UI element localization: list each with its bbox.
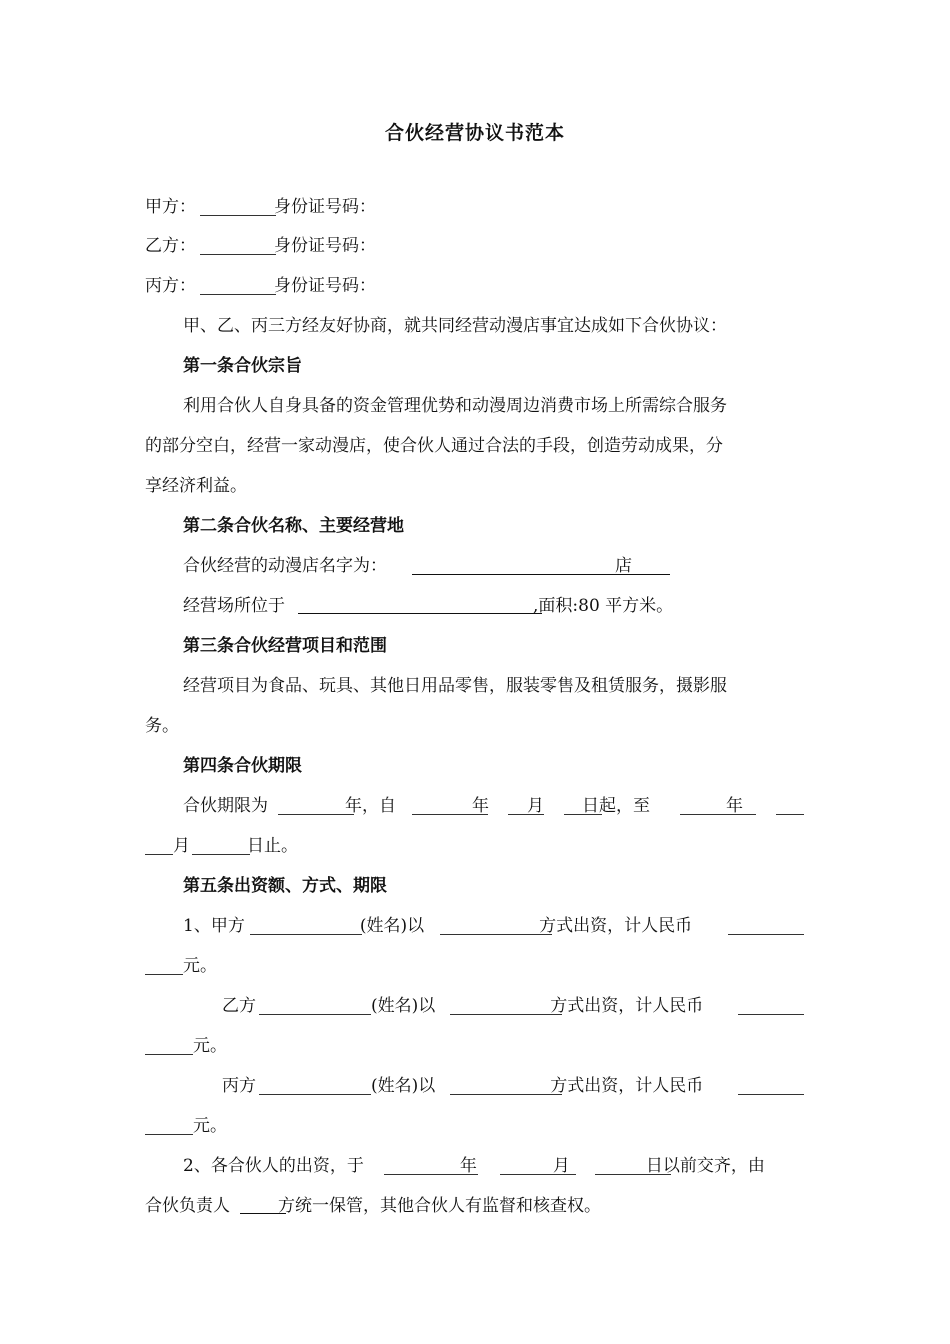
capital-jia-name-blank [250, 934, 362, 935]
capital-deadline-text-4: 日以前交齐，由 [645, 1156, 765, 1176]
location-line [183, 594, 673, 618]
term-years-blank [278, 814, 354, 815]
party-yi-name-blank [200, 254, 276, 255]
end-month-blank-a [776, 814, 804, 815]
capital-deadline-text-1: 2、各合伙人的出资，于 [183, 1156, 364, 1176]
article-1-text-3: 享经济利益。 [145, 476, 247, 496]
capital-bing-yuan: 元。 [193, 1116, 227, 1136]
custodian-line [145, 1194, 601, 1218]
capital-bing-name-note: (姓名)以 [371, 1076, 436, 1096]
party-yi-label: 乙方： [145, 236, 196, 256]
capital-bing-method-blank [450, 1094, 562, 1095]
article-1-heading: 第一条合伙宗旨 [183, 356, 302, 376]
capital-yi-prefix: 乙方 [222, 996, 256, 1016]
capital-jia-prefix: 1、甲方 [183, 916, 245, 936]
location-prefix: 经营场所位于 [183, 596, 285, 616]
end-year-blank [680, 814, 756, 815]
capital-jia-amount-blank-a [728, 934, 804, 935]
capital-yi-amount-blank-a [738, 1014, 804, 1015]
shop-name-blank [412, 574, 670, 575]
capital-jia-method: 方式出资，计人民币 [539, 916, 693, 936]
term-text-1: 合伙期限为 [183, 796, 268, 816]
capital-yi-name-note: (姓名)以 [371, 996, 436, 1016]
term-text-6: 年 [726, 796, 743, 816]
article-1-text-2: 的部分空白，经营一家动漫店，使合伙人通过合法的手段，创造劳动成果，分 [145, 436, 723, 456]
capital-bing-amount-blank-a [738, 1094, 804, 1095]
shop-name-prefix: 合伙经营的动漫店名字为： [183, 556, 387, 576]
custodian-text-2: 方统一保管，其他合伙人有监督和核查权。 [278, 1196, 601, 1216]
location-blank [298, 613, 542, 614]
capital-bing-amount-blank-b [145, 1134, 193, 1135]
term-text-4: 月 [527, 796, 544, 816]
deadline-year-blank [384, 1174, 478, 1175]
shop-name-suffix: 店 [615, 556, 632, 576]
capital-yi-name-blank [259, 1014, 371, 1015]
start-day-blank [564, 814, 602, 815]
party-bing-name-blank [200, 294, 276, 295]
deadline-month-blank [500, 1174, 576, 1175]
article-4-heading: 第四条合伙期限 [183, 756, 302, 776]
end-month-blank-b [145, 854, 173, 855]
article-2-heading: 第二条合伙名称、主要经营地 [183, 516, 404, 536]
capital-yi-method-blank [450, 1014, 562, 1015]
capital-bing-method: 方式出资，计人民币 [550, 1076, 704, 1096]
capital-jia-yuan: 元。 [183, 956, 217, 976]
term-text-2: 年，自 [345, 796, 396, 816]
article-3-heading: 第三条合伙经营项目和范围 [183, 636, 387, 656]
term-text-7: 月 [173, 836, 190, 856]
start-month-blank [508, 814, 544, 815]
article-1-text-1: 利用合伙人自身具备的资金管理优势和动漫周边消费市场上所需综合服务 [183, 396, 727, 416]
deadline-day-blank [595, 1174, 671, 1175]
intro-paragraph: 甲、乙、丙三方经友好协商，就共同经营动漫店事宜达成如下合伙协议： [183, 316, 727, 336]
custodian-text-1: 合伙负责人 [145, 1196, 230, 1216]
term-text-5: 日起，至 [582, 796, 650, 816]
end-day-blank [192, 854, 250, 855]
article-3-text-2: 务。 [145, 716, 179, 736]
capital-jia-name-note: (姓名)以 [359, 916, 425, 936]
article-5-heading: 第五条出资额、方式、期限 [183, 876, 387, 896]
start-year-blank [412, 814, 488, 815]
term-text-3: 年 [472, 796, 489, 816]
party-jia-label: 甲方： [145, 197, 196, 217]
capital-deadline-text-2: 年 [459, 1156, 477, 1176]
capital-bing-name-blank [259, 1094, 371, 1095]
article-3-text-1: 经营项目为食品、玩具、其他日用品零售，服装零售及租赁服务，摄影服 [183, 676, 727, 696]
capital-yi-amount-blank-b [145, 1054, 193, 1055]
capital-jia-amount-blank-b [145, 974, 183, 975]
capital-deadline-text-3: 月 [552, 1156, 570, 1176]
area-text: ,面积:80 平方米。 [533, 596, 674, 616]
capital-yi-yuan: 元。 [193, 1036, 227, 1056]
term-text-8: 日止。 [247, 836, 298, 856]
capital-yi-method: 方式出资，计人民币 [550, 996, 704, 1016]
party-jia-name-blank [200, 215, 276, 216]
capital-jia-method-blank [440, 934, 552, 935]
party-bing-label: 丙方： [145, 276, 196, 296]
custodian-blank [240, 1213, 286, 1214]
party-jia-id-label: 身份证号码： [274, 197, 376, 217]
party-bing-id-label: 身份证号码： [274, 276, 376, 296]
party-yi-id-label: 身份证号码： [274, 236, 376, 256]
capital-bing-prefix: 丙方 [222, 1076, 256, 1096]
document-title: 合伙经营协议书范本 [384, 122, 565, 144]
